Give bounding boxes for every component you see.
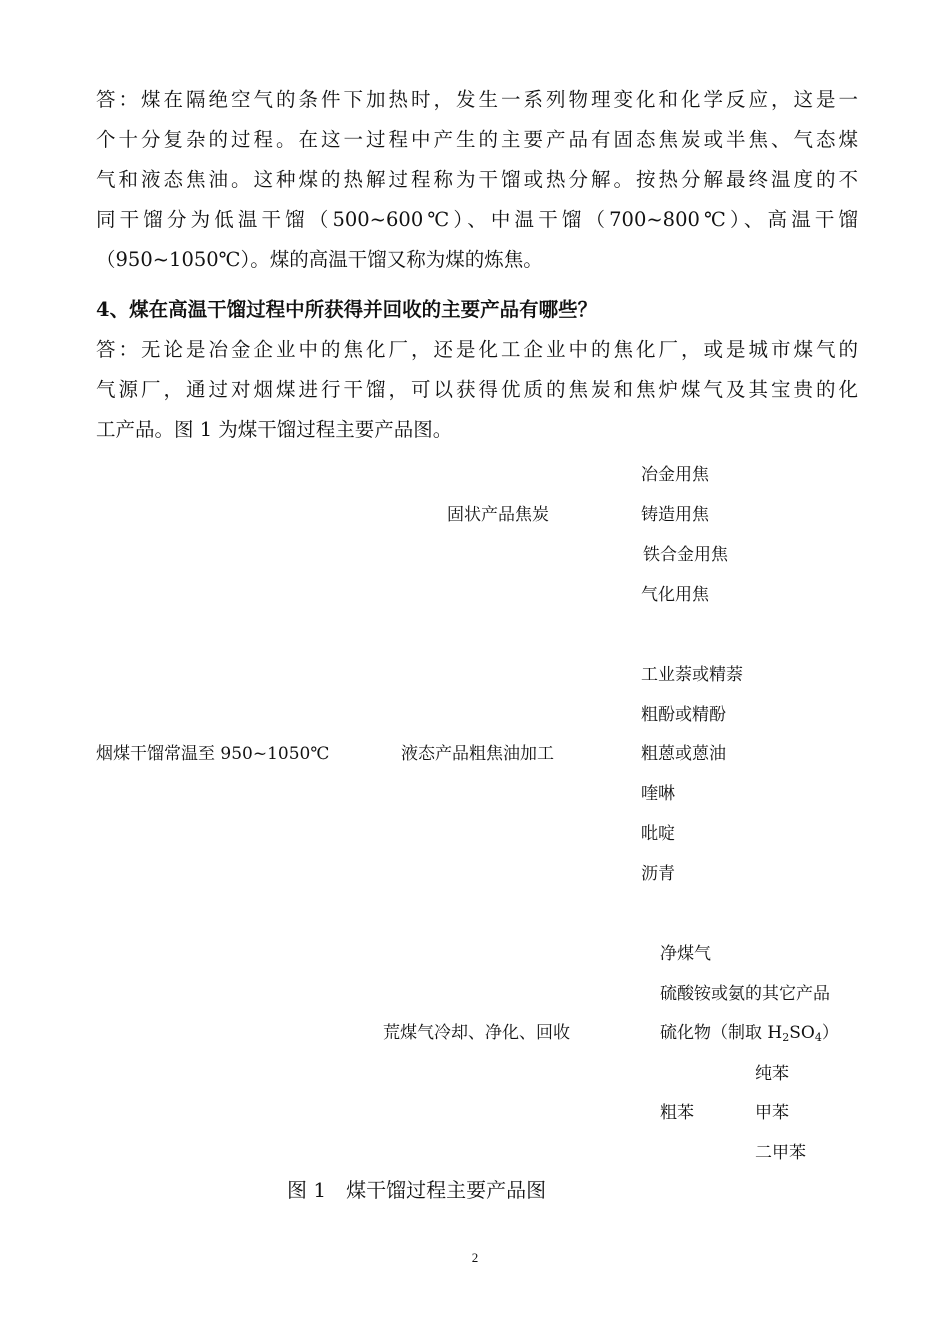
sulfide-mid: SO: [789, 1023, 815, 1043]
liquid-item: 粗酚或精酚: [641, 705, 726, 725]
sulfide-sub2: 4: [814, 1031, 822, 1044]
liquid-item: 吡啶: [641, 824, 675, 844]
sulfide-prefix: 硫化物（制取 H: [660, 1023, 783, 1043]
page-number: 2: [471, 1250, 479, 1265]
liquid-product-label: 液态产品粗焦油加工: [401, 744, 554, 764]
paragraph-line: 答：无论是冶金企业中的焦化厂，还是化工企业中的焦化厂，或是城市煤气的: [96, 338, 858, 361]
solid-item: 铸造用焦: [641, 505, 709, 525]
liquid-item: 沥青: [641, 864, 675, 884]
sulfide-sub1: 2: [782, 1031, 790, 1044]
benzene-label: 粗苯: [660, 1103, 694, 1123]
paragraph-line: 气源厂，通过对烟煤进行干馏，可以获得优质的焦炭和焦炉煤气及其宝贵的化: [96, 378, 858, 401]
question-4: [96, 290, 858, 330]
benzene-item: 二甲苯: [755, 1143, 806, 1163]
solid-product-label: 固状产品焦炭: [447, 505, 549, 525]
paragraph-line: 工产品。图 1 为煤干馏过程主要产品图。: [96, 418, 453, 441]
answer-paragraph-4: [96, 330, 858, 450]
gas-item-sulfide: [660, 1022, 839, 1044]
solid-item: 气化用焦: [641, 585, 709, 605]
paragraph-line: 气和液态焦油。这种煤的热解过程称为干馏或热分解。按热分解最终温度的不: [96, 168, 858, 191]
solid-item: 铁合金用焦: [643, 545, 728, 565]
liquid-item: 粗蒽或蒽油: [641, 744, 726, 764]
solid-item: 冶金用焦: [641, 465, 709, 485]
question-text: 4、煤在高温干馏过程中所获得并回收的主要产品有哪些？: [96, 298, 598, 321]
paragraph-line: （950~1050℃）。煤的高温干馏又称为煤的炼焦。: [96, 248, 543, 271]
gas-item: 净煤气: [660, 944, 711, 964]
gas-product-label: 荒煤气冷却、净化、回收: [383, 1023, 570, 1043]
benzene-item: 甲苯: [755, 1103, 789, 1123]
paragraph-line: 答：煤在隔绝空气的条件下加热时，发生一系列物理变化和化学反应，这是一: [96, 88, 858, 111]
benzene-item: 纯苯: [755, 1064, 789, 1084]
liquid-item: 喹啉: [641, 784, 675, 804]
paragraph-line: 个十分复杂的过程。在这一过程中产生的主要产品有固态焦炭或半焦、气态煤: [96, 128, 858, 151]
diagram-root: 烟煤干馏常温至 950~1050℃: [96, 744, 330, 764]
gas-item: 硫酸铵或氨的其它产品: [660, 984, 830, 1004]
paragraph-line: 同干馏分为低温干馏（500~600℃）、中温干馏（700~800℃）、高温干馏: [96, 208, 858, 231]
answer-paragraph-3: [96, 80, 858, 280]
sulfide-suffix: ）: [821, 1023, 839, 1043]
figure-caption: 图 1 煤干馏过程主要产品图: [287, 1178, 547, 1202]
liquid-item: 工业萘或精萘: [641, 665, 743, 685]
